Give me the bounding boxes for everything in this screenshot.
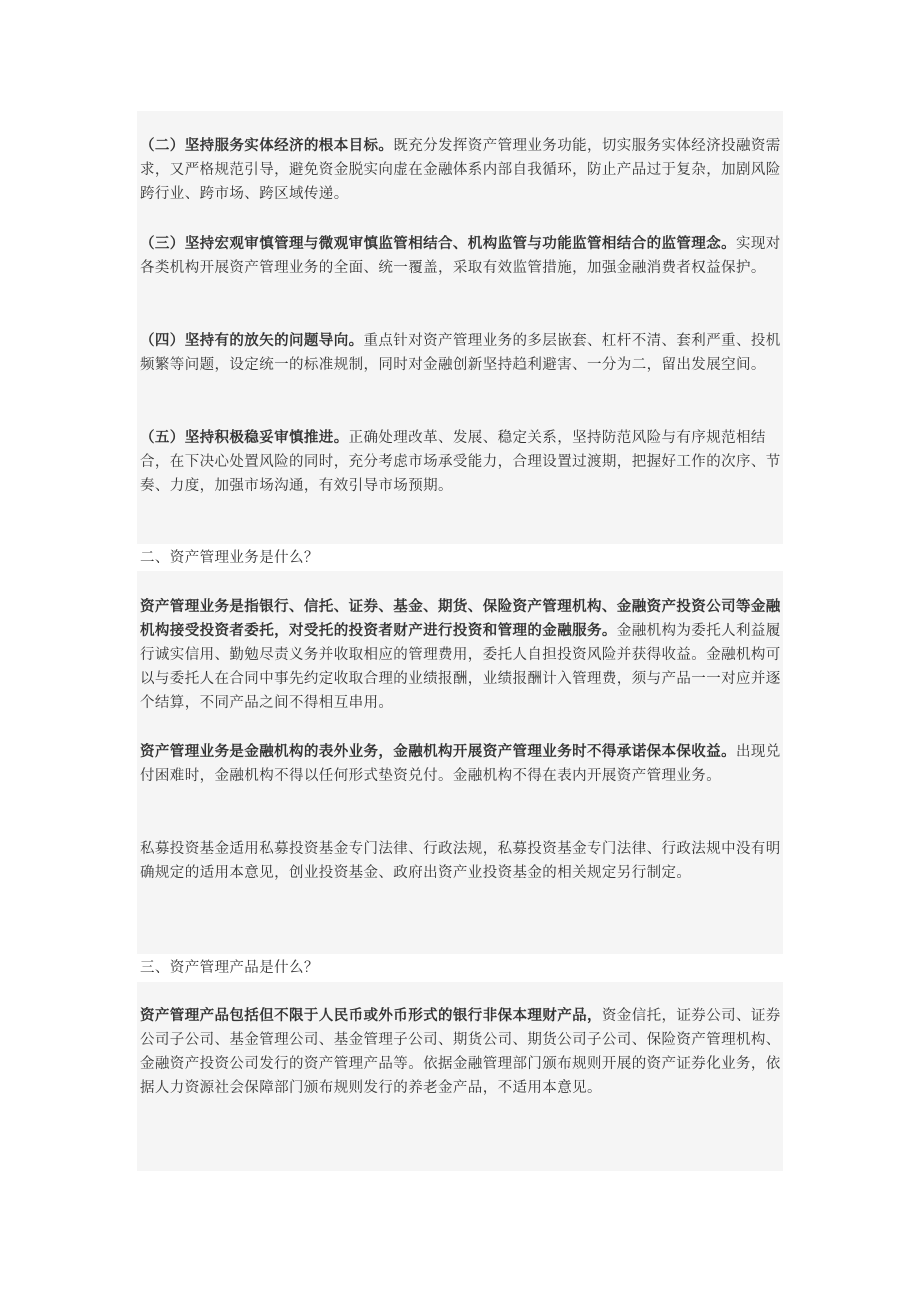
paragraph-body: 重点针对资产管理业务的多层嵌套、杠杆不清、套利严重、投机频繁等问题，设定统一的标准规制，同时对金融创新坚持趋利避害、一分为二，留出发展空间。 [140,333,781,373]
paragraph-principle-5 [140,426,790,498]
paragraph-principle-4 [140,329,790,377]
paragraph-asset-management-definition [140,595,790,715]
paragraph-principle-3 [140,232,790,280]
paragraph-body: 出现兑付困难时，金融机构不得以任何形式垫资兑付。金融机构不得在表内开展资产管理业务。 [140,744,781,784]
paragraph-body: 既充分发挥资产管理业务功能，切实服务实体经济投融资需求，又严格规范引导，避免资金脱实向虚在金融体系内部自我循环，防止产品过于复杂，加剧风险跨行业、跨市场、跨区域传递。 [140,138,781,202]
paragraph-private-funds: 私募投资基金适用私募投资基金专门法律、行政法规，私募投资基金专门法律、行政法规中没有明确规定的适用本意见，创业投资基金、政府出资产业投资基金的相关规定另行制定。 [140,841,781,881]
paragraph-body: 正确处理改革、发展、稳定关系，坚持防范风险与有序规范相结合，在下决心处置风险的同时，充分考虑市场承受能力，合理设置过渡期，把握好工作的次序、节奏、力度，加强市场沟通，有效引导市场预期。 [140,430,781,494]
section-3-heading: 三、资产管理产品是什么？ [140,960,319,976]
paragraph-bold-lead: （五）坚持积极稳妥审慎推进。 [140,429,349,446]
section-2-heading: 二、资产管理业务是什么？ [140,550,319,566]
paragraph-bold-lead: （四）坚持有的放矢的问题导向。 [140,332,364,349]
paragraph-bold-lead: （三）坚持宏观审慎管理与微观审慎监管相结合、机构监管与功能监管相结合的监管理念。 [140,235,736,252]
paragraph-principle-2 [140,134,790,206]
paragraph-bold-lead: 资产管理业务是金融机构的表外业务，金融机构开展资产管理业务时不得承诺保本保收益。 [140,743,736,760]
paragraph-off-balance-sheet [140,740,790,788]
paragraph-bold-lead: （二）坚持服务实体经济的根本目标。 [140,137,394,154]
paragraph-asset-management-products [140,1004,790,1100]
paragraph-body: 资金信托，证券公司、证券公司子公司、基金管理公司、基金管理子公司、期货公司、期货公司子公司、保险资产管理机构、金融资产投资公司发行的资产管理产品等。依据金融管理部门颁布规则开展的资产证券化业务，依据人力资源社会保障部门颁布规则发行的养老金产品，不适用本意见。 [140,1008,781,1096]
paragraph-bold-lead: 资产管理产品包括但不限于人民币或外币形式的银行非保本理财产品， [140,1007,602,1024]
paragraph-body: 实现对各类机构开展资产管理业务的全面、统一覆盖，采取有效监管措施，加强金融消费者权益保护。 [140,236,781,276]
paragraph-bold-lead: 资产管理业务是指银行、信托、证券、基金、期货、保险资产管理机构、金融资产投资公司等金融机构接受投资者委托，对受托的投资者财产进行投资和管理的金融服务。 [140,598,781,639]
paragraph-body: 金融机构为委托人利益履行诚实信用、勤勉尽责义务并收取相应的管理费用，委托人自担投资风险并获得收益。金融机构可以与委托人在合同中事先约定收取合理的业绩报酬，业绩报酬计入管理费，须与产品一一对应并逐个结算，不同产品之间不得相互串用。 [140,623,781,711]
